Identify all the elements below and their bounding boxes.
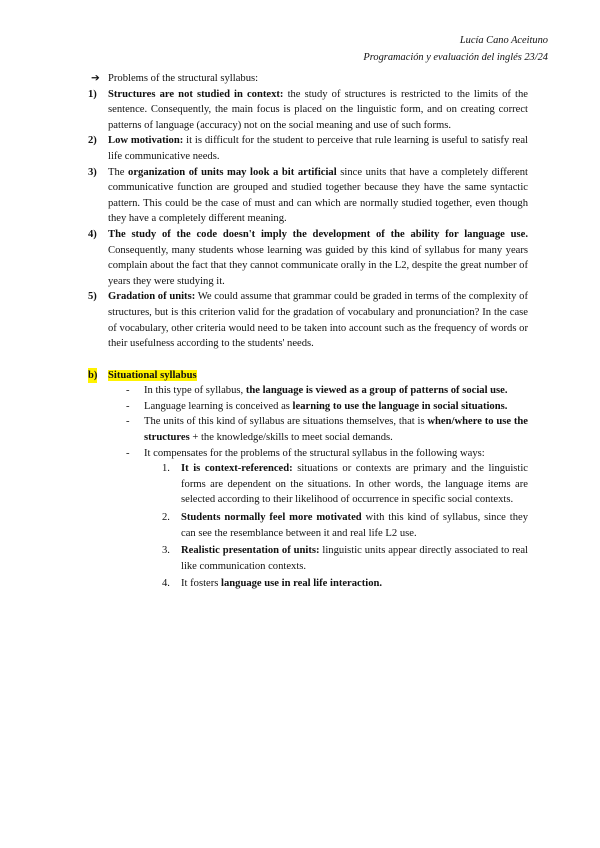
dash-icon: - <box>126 400 130 412</box>
intro-line <box>88 71 528 87</box>
item-text: We could assume that grammar could be graded in terms of the complexity of structures, but is this criterion valid for the gradation of vocabulary and pronunciation? In the case of vocabulary, other criteria would need to be taken into account such as the frequency of words or their usefulness according to the students' needs. <box>108 291 528 350</box>
section-spacer <box>88 352 528 368</box>
advantage-bold: language use in real life interaction. <box>221 578 383 590</box>
list-item <box>88 227 528 289</box>
advantage-number: 2. <box>162 512 170 524</box>
item-number: 1) <box>88 88 97 100</box>
dash-icon: - <box>126 385 130 397</box>
advantage-text: linguistic units appear directly associated to real like communication contexts. <box>181 545 528 572</box>
list-item <box>88 165 528 227</box>
bullet-pre: Language learning is conceived as <box>144 400 293 412</box>
advantage-item <box>162 510 528 541</box>
item-number: 3) <box>88 166 97 178</box>
section-heading <box>88 368 528 384</box>
list-item <box>88 87 528 134</box>
advantage-item <box>162 576 528 592</box>
item-bold: Low motivation: <box>108 135 184 147</box>
advantage-bold: Realistic presentation of units: <box>181 545 320 557</box>
section-title: Situational syllabus <box>108 369 197 381</box>
advantage-bold: Students normally feel more motivated <box>181 512 362 524</box>
header-author: Lucía Cano Aceituno <box>459 35 548 46</box>
dash-icon: - <box>126 447 130 459</box>
item-number: 2) <box>88 135 97 147</box>
item-pre: The <box>108 166 129 178</box>
advantage-number: 3. <box>162 545 170 557</box>
dash-icon: - <box>126 416 130 428</box>
bullet-item <box>126 399 528 415</box>
bullet-bold: learning to use the language in social situations. <box>292 400 508 412</box>
bullet-pre: In this type of syllabus, <box>144 385 246 397</box>
item-text: Consequently, many students whose learning was guided by this kind of syllabus for many years complain about the fact that they cannot communicate orally in the L2, despite the great number of years they were studying it. <box>108 244 528 287</box>
bullet-list <box>88 383 528 592</box>
bullet-item <box>126 414 528 445</box>
list-item <box>88 289 528 351</box>
intro-text: Problems of the structural syllabus: <box>108 73 259 84</box>
arrow-icon: ➔ <box>91 73 100 84</box>
item-bold: Structures are not studied in context: <box>108 88 284 100</box>
advantage-text: with this kind of syllabus, since they can see the resemblance between it and real life L2 use. <box>181 512 528 539</box>
bullet-pre: The units of this kind of syllabus are situations themselves, that is <box>144 416 428 428</box>
advantage-pre: It fosters <box>181 578 222 590</box>
advantage-number: 4. <box>162 578 170 590</box>
bullet-pre: It compensates for the problems of the structural syllabus in the following ways: <box>144 447 485 459</box>
item-number: 4) <box>88 228 97 240</box>
bullet-item <box>126 383 528 399</box>
item-bold: Gradation of units: <box>108 291 196 303</box>
advantage-item <box>162 543 528 574</box>
list-item <box>88 133 528 164</box>
document-body <box>88 71 528 594</box>
page-header <box>363 32 548 66</box>
item-text: the study of structures is restricted to the limits of the sentence. Consequently, the main focus is placed on the linguistic form, and on creating correct patterns of language (accuracy) not on the social meaning and use of such forms. <box>108 88 529 131</box>
advantage-bold: It is context-referenced: <box>181 463 293 475</box>
item-text: since units that have a completely different communicative function are grouped and studied together because they have the same syntactic pattern. This could be the case of must and can which are normally studied together, even though they have a completely different meaning. <box>108 166 528 225</box>
section-letter: b) <box>88 368 97 384</box>
bullet-post: + the knowledge/skills to meet social demands. <box>189 432 393 444</box>
item-text: it is difficult for the student to perceive that rule learning is useful to satisfy real life communicative needs. <box>108 135 528 162</box>
advantage-item <box>162 461 528 508</box>
problems-list <box>88 87 528 352</box>
item-bold: The study of the code doesn't imply the development of the ability for language use. <box>108 228 528 240</box>
item-number: 5) <box>88 291 97 303</box>
header-course: Programación y evaluación del inglés 23/24 <box>363 52 548 63</box>
bullet-item <box>126 446 528 592</box>
advantage-text: situations or contexts are primary and the linguistic forms are dependent on the situations. In other words, the language items are selected according to their likelihood of occurrence in specific social contexts. <box>181 463 528 506</box>
advantages-list <box>144 461 528 592</box>
item-bold: organization of units may look a bit artificial <box>128 166 337 178</box>
advantage-number: 1. <box>162 463 170 475</box>
bullet-bold: when/where to use the structures <box>144 416 528 444</box>
bullet-bold: the language is viewed as a group of patterns of social use. <box>245 385 508 397</box>
